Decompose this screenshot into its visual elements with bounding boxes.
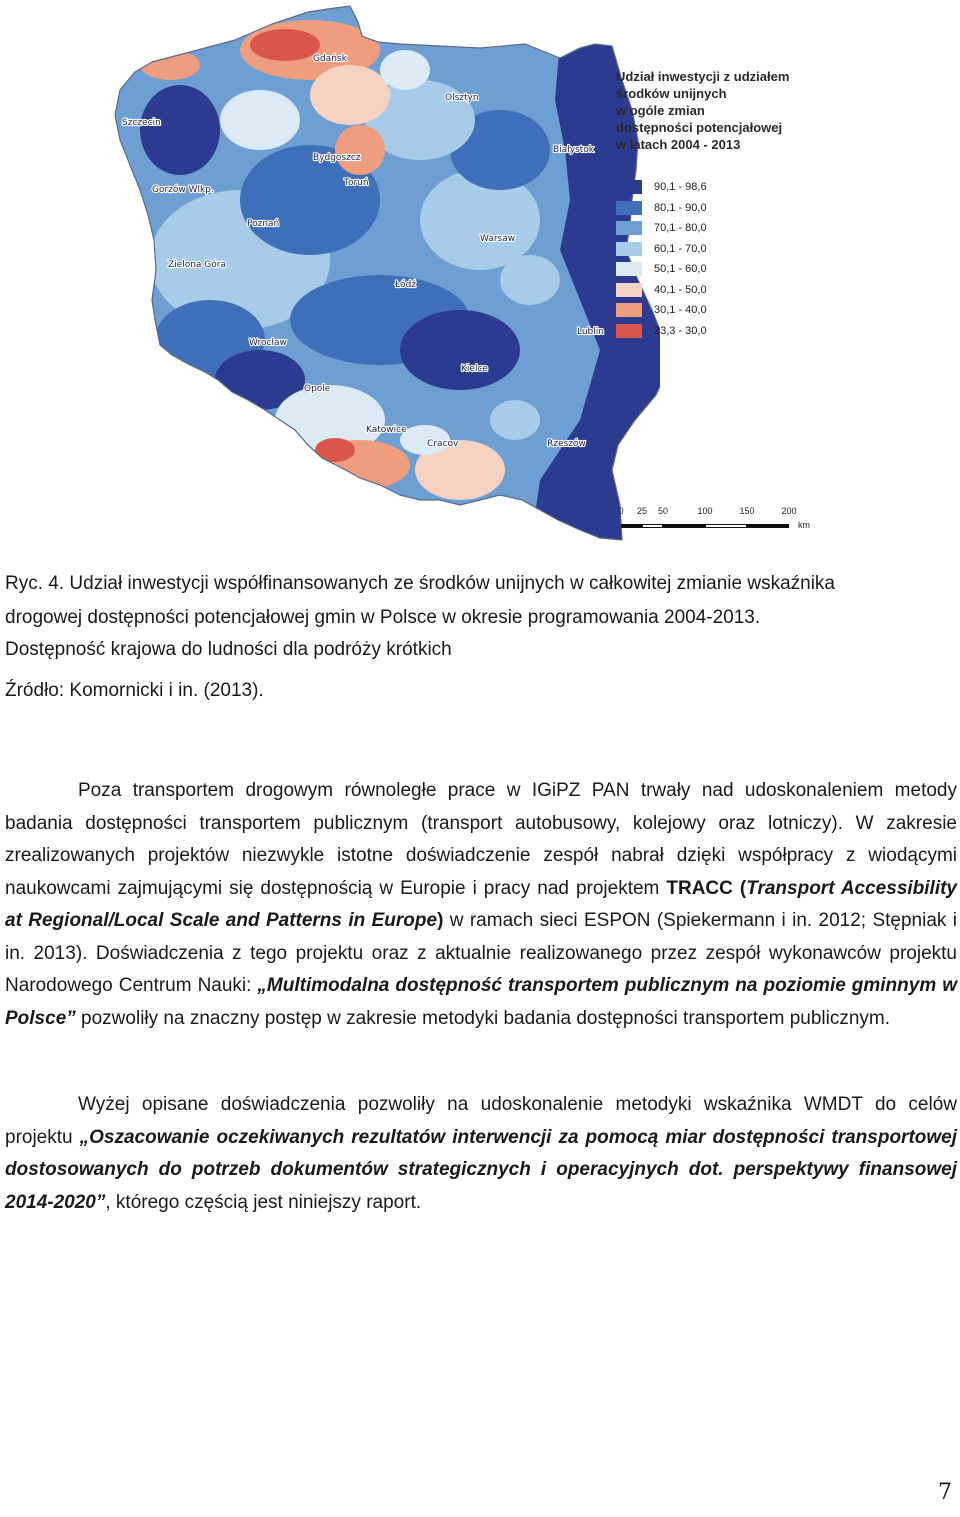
figure-caption-line: drogowej dostępności potencjałowej gmin w Polsce w okresie programowania 2004-2013. bbox=[5, 607, 761, 628]
legend-swatch bbox=[616, 262, 642, 276]
legend-label: 50,1 - 60,0 bbox=[654, 263, 707, 276]
figure-caption-line: Dostępność krajowa do ludności dla podróży krótkich bbox=[5, 639, 452, 660]
figure-caption-line: Ryc. 4. Udział inwestycji współfinansowanych ze środków unijnych w całkowitej zmianie wskaźnika bbox=[5, 573, 835, 594]
legend-item bbox=[616, 177, 846, 198]
city-label: Łódź bbox=[395, 280, 417, 290]
scale-unit: km bbox=[798, 520, 810, 530]
legend-title: Udział inwestycji z udziałem środków unijnych w ogóle zmian dostępności potencjałowej w latach 2004 - 2013 bbox=[616, 69, 790, 152]
scale-segment bbox=[642, 524, 663, 528]
legend-items bbox=[616, 177, 846, 341]
scale-tick-label: 200 bbox=[781, 506, 797, 516]
legend-item bbox=[616, 218, 846, 239]
page-number: 7 bbox=[938, 1480, 952, 1505]
legend-label: 70,1 - 80,0 bbox=[654, 222, 707, 235]
scale-tick-label: 100 bbox=[697, 506, 713, 516]
city-label: Bydgoszcz bbox=[313, 153, 361, 163]
legend-label: 40,1 - 50,0 bbox=[654, 283, 707, 296]
city-label: Poznań bbox=[247, 219, 280, 229]
paragraph-text: Wyżej opisane doświadczenia pozwoliły na udoskonalenie metodyki wskaźnika WMDT do celów projektu bbox=[5, 1094, 957, 1148]
project-title: „Multimodalna dostępność transportem publicznym na poziomie gminnym w Polsce” bbox=[5, 975, 957, 1029]
map-regions bbox=[60, 0, 660, 548]
legend-label: 90,1 - 98,6 bbox=[654, 181, 707, 194]
scale-segment bbox=[705, 524, 747, 528]
scale-segment bbox=[621, 524, 642, 528]
legend-swatch bbox=[616, 221, 642, 235]
city-label: Toruń bbox=[344, 178, 369, 188]
body-paragraph bbox=[5, 775, 957, 1035]
city-label: Olsztyn bbox=[445, 93, 479, 103]
city-label: Kielce bbox=[461, 364, 488, 374]
scale-segment bbox=[663, 524, 705, 528]
paragraph-bold: TRACC ( bbox=[666, 877, 747, 899]
scale-tick-label: 25 bbox=[636, 506, 648, 516]
body-paragraph bbox=[5, 1089, 957, 1219]
map-legend bbox=[616, 68, 846, 341]
figure-source: Źródło: Komornicki i in. (2013). bbox=[5, 680, 264, 701]
legend-label: 80,1 - 90,0 bbox=[654, 201, 707, 214]
paragraph-text: pozwoliły na znaczny postęp w zakresie metodyki badania dostępności transportem publicznym. bbox=[81, 1007, 891, 1029]
city-label: Opole bbox=[304, 384, 331, 394]
city-label: Zielona Góra bbox=[168, 260, 226, 270]
legend-swatch bbox=[616, 283, 642, 297]
scale-bar bbox=[616, 506, 836, 542]
legend-item bbox=[616, 321, 846, 342]
legend-label: 30,1 - 40,0 bbox=[654, 304, 707, 317]
legend-swatch bbox=[616, 180, 642, 194]
paragraph-bold: ) bbox=[437, 910, 444, 931]
scale-tick-label: 0 bbox=[618, 506, 624, 516]
legend-swatch bbox=[616, 324, 642, 338]
legend-item bbox=[616, 239, 846, 260]
legend-item bbox=[616, 300, 846, 321]
city-label: Wrocław bbox=[249, 338, 287, 348]
city-label: Szczecin bbox=[122, 118, 161, 128]
city-label: Katowice bbox=[366, 425, 407, 435]
project-title: Transport Accessibility at Regional/Local Scale and Patterns in Europe bbox=[5, 877, 957, 931]
paragraph-text: , którego częścią jest niniejszy raport. bbox=[105, 1191, 422, 1213]
legend-label: 23,3 - 30,0 bbox=[654, 324, 707, 337]
legend-item bbox=[616, 259, 846, 280]
scale-tick-label: 50 bbox=[657, 506, 669, 516]
city-label: Białystok bbox=[553, 145, 595, 155]
project-title: „Oszacowanie oczekiwanych rezultatów interwencji za pomocą miar dostępności transportowej dostosowanych do potrzeb dokumentów strategicznych i operacyjnych dot. perspektywy finansowej 2014-2020” bbox=[5, 1126, 957, 1213]
legend-swatch bbox=[616, 201, 642, 215]
city-label: Warsaw bbox=[480, 234, 516, 244]
city-label: Lublin bbox=[577, 327, 604, 337]
legend-item bbox=[616, 198, 846, 219]
legend-swatch bbox=[616, 303, 642, 317]
city-label: Rzeszów bbox=[547, 439, 586, 449]
city-label: Gdańsk bbox=[313, 54, 347, 64]
paragraph-text: Poza transportem drogowym równoległe prace w IGiPZ PAN trwały nad udoskonaleniem metody badania dostępności transportem publicznym (transport autobusowy, kolejowy oraz lotniczy). W zakresie zrealizowanych projektów niezwykle istotne doświadczenie zespół nabrał dzięki współpracy z wiodącymi naukowcami zajmującymi się dostępnością w Europie i pracy nad projektem bbox=[5, 780, 957, 899]
poland-choropleth-map bbox=[60, 0, 660, 548]
scale-segment bbox=[747, 524, 789, 528]
city-label: Cracov bbox=[427, 439, 459, 449]
scale-tick-label: 150 bbox=[739, 506, 755, 516]
legend-swatch bbox=[616, 242, 642, 256]
paragraph-text: w ramach sieci ESPON (Spiekermann i in. 2012; Stępniak i in. 2013). Doświadczenia z tego projektu oraz z aktualnie realizowanego przez zespół wykonawców projektu Narodowego Centrum Nauki: bbox=[5, 910, 957, 996]
legend-label: 60,1 - 70,0 bbox=[654, 242, 707, 255]
city-label: Gorzów Wlkp. bbox=[152, 185, 214, 195]
legend-item bbox=[616, 280, 846, 301]
